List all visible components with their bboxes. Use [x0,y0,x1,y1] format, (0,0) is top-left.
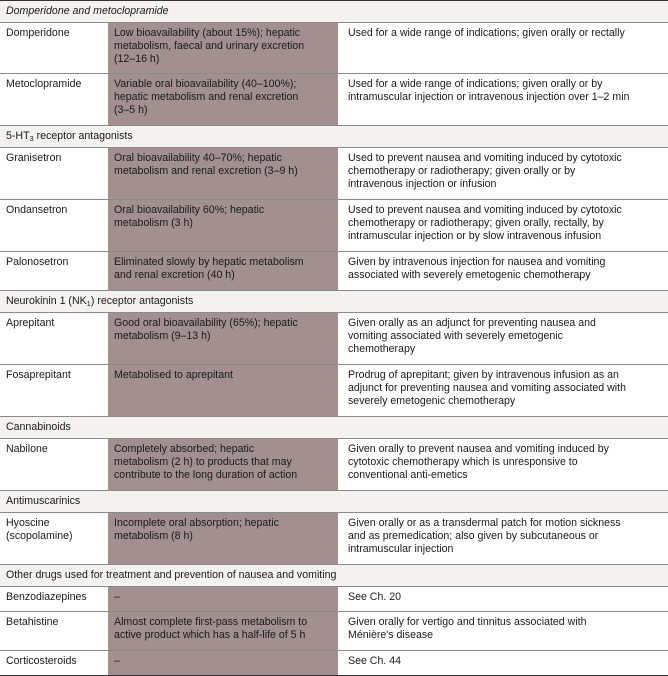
pharmacokinetics-cell-line: metabolism and renal excretion (3–9 h) [114,165,298,177]
uses-cell-line: intramuscular injection [348,543,454,555]
section-title [0,565,668,586]
pharmacokinetics-cell-line: and renal excretion (40 h) [114,269,235,281]
pharmacokinetics-cell [108,74,338,125]
section-header-row [0,1,668,23]
section-title-subscript: 1 [86,299,91,308]
uses-cell [338,313,668,364]
drug-name-line: Fosaprepitant [6,369,71,381]
drug-row [0,439,668,491]
drug-name [0,148,108,199]
section-title-text: Domperidone and metoclopramide [6,5,169,17]
pharmacokinetics-cell-line: – [114,655,120,667]
drug-name-line: Benzodiazepines [6,591,87,603]
drug-row [0,365,668,417]
drug-row [0,23,668,74]
uses-cell-line: Given orally or as a transdermal patch for motion sickness [348,517,621,529]
uses-cell-line: chemotherapy or radiotherapy; given orally, rectally, by [348,217,604,229]
pharmacokinetics-cell [108,612,338,650]
section-title [0,126,668,147]
uses-cell [338,439,668,490]
pharmacokinetics-cell-line: metabolism (2 h) to products that may [114,456,292,468]
drug-name [0,587,108,611]
drug-row [0,513,668,565]
section-title-text: Antimuscarinics [6,495,81,507]
section-header-row [0,126,668,148]
pharmacokinetics-cell-line: metabolism (9–13 h) [114,330,211,342]
pharmacokinetics-cell-line: active product which has a half-life of 5 h [114,629,306,641]
drug-name-line: Metoclopramide [6,78,82,90]
uses-cell-line: intramuscular injection or by slow intravenous infusion [348,230,602,242]
uses-cell-line: Used to prevent nausea and vomiting induced by cytotoxic [348,152,622,164]
section-title [0,1,668,22]
drug-name [0,252,108,290]
uses-cell [338,148,668,199]
pharmacokinetics-cell [108,439,338,490]
section-title-prefix: 5-HT [6,130,30,142]
drug-name-line: Granisetron [6,152,62,164]
section-title [0,417,668,438]
uses-cell-line: adjunct for preventing nausea and vomiting associated with [348,382,626,394]
uses-cell [338,74,668,125]
section-header-row [0,417,668,439]
uses-cell-line: intramuscular injection or intravenous injection over 1–2 min [348,91,630,103]
uses-cell-line: vomiting associated with severely emetogenic [348,330,563,342]
uses-cell-line: intravenous injection or infusion [348,178,497,190]
drug-name-line: Corticosteroids [6,655,77,667]
pharmacokinetics-cell [108,587,338,611]
drug-row [0,252,668,291]
drug-name [0,74,108,125]
drug-name-line: Nabilone [6,443,48,455]
section-header-row [0,491,668,513]
drug-name [0,200,108,251]
uses-cell [338,513,668,564]
uses-cell-line: Used for a wide range of indications; given orally or by [348,78,603,90]
pharmacokinetics-cell-line: Variable oral bioavailability (40–100%); [114,78,297,90]
drug-name-line: Aprepitant [6,317,55,329]
pharmacokinetics-cell [108,23,338,73]
uses-cell [338,612,668,650]
pharmacokinetics-cell-line: Almost complete first-pass metabolism to [114,616,308,628]
uses-cell-line: associated with severely emetogenic chemotherapy [348,269,591,281]
uses-cell-line: conventional anti-emetics [348,469,468,481]
pharmacokinetics-cell [108,252,338,290]
section-title-text: Cannabinoids [6,421,71,433]
pharmacokinetics-cell-line: Low bioavailability (about 15%); hepatic [114,27,301,39]
section-title-prefix: Neurokinin 1 (NK [6,295,87,307]
drug-row [0,612,668,651]
pharmacokinetics-cell-line: metabolism, faecal and urinary excretion [114,40,305,52]
drug-row [0,74,668,126]
uses-cell-line: and as premedication; also given by subcutaneous or [348,530,599,542]
uses-cell [338,587,668,611]
section-header-row [0,291,668,313]
uses-cell-line: chemotherapy [348,343,416,355]
pharmacokinetics-cell [108,200,338,251]
pharmacokinetics-cell-line: – [114,591,120,603]
pharmacokinetics-cell [108,365,338,416]
uses-cell-line: chemotherapy or radiotherapy; given orally or by [348,165,576,177]
section-header-row [0,565,668,587]
drug-name [0,513,108,564]
uses-cell-line: Given orally to prevent nausea and vomiting induced by [348,443,609,455]
uses-cell-line: See Ch. 20 [348,591,402,603]
uses-cell-line: Ménière's disease [348,629,434,641]
uses-cell-line: See Ch. 44 [348,655,402,667]
drug-row [0,587,668,612]
pharmacokinetics-cell-line: Oral bioavailability 40–70%; hepatic [114,152,282,164]
uses-cell-line: Prodrug of aprepitant; given by intravenous infusion as an [348,369,619,381]
drug-row [0,148,668,200]
drug-name-line: Ondansetron [6,204,68,216]
drug-name-line: Domperidone [6,27,70,39]
drug-name [0,612,108,650]
pharmacokinetics-cell-line: metabolism (3 h) [114,217,193,229]
pharmacokinetics-cell [108,313,338,364]
uses-cell-line: Given orally as an adjunct for preventing nausea and [348,317,596,329]
uses-cell-line: cytotoxic chemotherapy which is unresponsive to [348,456,578,468]
uses-cell [338,23,668,73]
pharmacokinetics-cell-line: hepatic metabolism and renal excretion [114,91,299,103]
pharmacokinetics-cell-line: (12–16 h) [114,53,160,65]
uses-cell [338,252,668,290]
pharmacokinetics-cell-line: contribute to the long duration of action [114,469,298,481]
pharmacokinetics-cell-line: Good oral bioavailability (65%); hepatic [114,317,298,329]
section-title-suffix: ) receptor antagonists [90,295,194,307]
drug-name-line: Betahistine [6,616,59,628]
pharmacokinetics-cell-line: Metabolised to aprepitant [114,369,233,381]
drug-name [0,651,108,675]
uses-cell [338,651,668,675]
uses-cell-line: Given by intravenous injection for nausea and vomiting [348,256,606,268]
section-title-subscript: 3 [29,134,34,143]
drug-name [0,23,108,73]
drug-name [0,439,108,490]
pharmacokinetics-cell [108,513,338,564]
pharmacokinetics-cell [108,148,338,199]
drug-name [0,313,108,364]
pharmacokinetics-cell-line: Eliminated slowly by hepatic metabolism [114,256,304,268]
drug-name-line: Palonosetron [6,256,69,268]
uses-cell-line: Used to prevent nausea and vomiting induced by cytotoxic [348,204,622,216]
section-title [0,491,668,512]
pharmacokinetics-cell-line: Completely absorbed; hepatic [114,443,255,455]
section-title-text: Other drugs used for treatment and prevention of nausea and vomiting [6,569,337,581]
uses-cell-line: Given orally for vertigo and tinnitus associated with [348,616,587,628]
uses-cell-line: severely emetogenic chemotherapy [348,395,516,407]
section-title-suffix: receptor antagonists [33,130,133,142]
pharmacokinetics-cell-line: Incomplete oral absorption; hepatic [114,517,279,529]
uses-cell-line: Used for a wide range of indications; given orally or rectally [348,27,625,39]
drug-row [0,313,668,365]
pharmacokinetics-cell-line: metabolism (8 h) [114,530,193,542]
drug-name [0,365,108,416]
drug-name-line: Hyoscine [6,517,50,529]
pharmacokinetics-cell [108,651,338,675]
pharmacokinetics-cell-line: Oral bioavailability 60%; hepatic [114,204,265,216]
uses-cell [338,200,668,251]
drug-name-line: (scopolamine) [6,530,73,542]
drug-row [0,651,668,676]
pharmacokinetics-cell-line: (3–5 h) [114,104,148,116]
uses-cell [338,365,668,416]
drug-row [0,200,668,252]
section-title [0,291,668,312]
